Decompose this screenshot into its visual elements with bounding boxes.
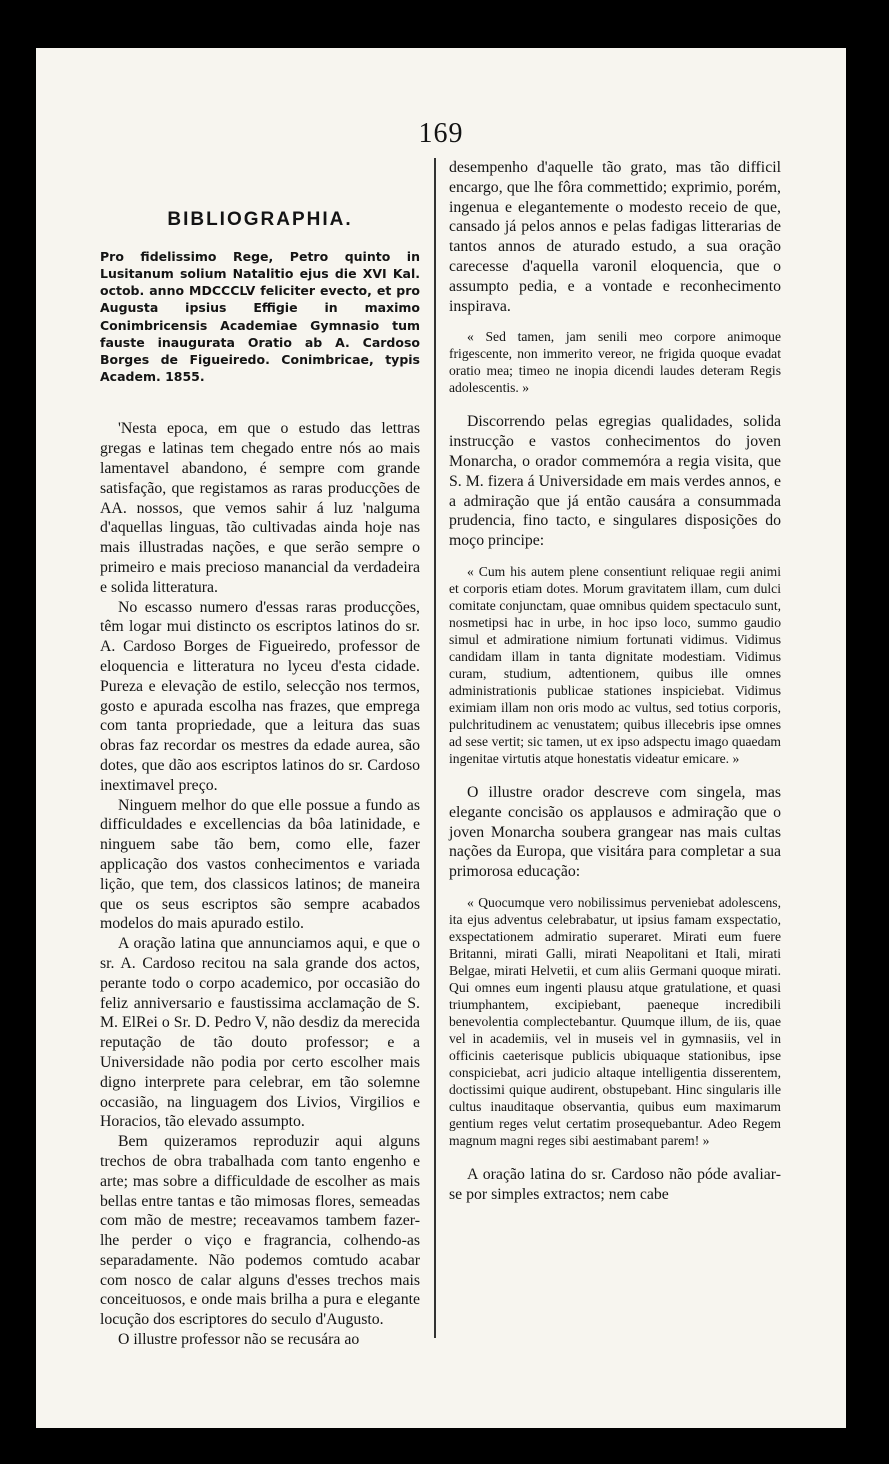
latin-quote: « Quocumque vero nobilissimus perveniebat adolescens, ita ejus adventus celebrabatur, ut ipsius famam exspectatio, exspectationem admiratio superaret. Mirati eum fuere Britanni, mirati Galli, mirati Neapolitani et Itali, mirati Belgae, mirati Helvetii, et cum aliis Germani quoque mirati. Qui omnes eum ingenti plausu atque gratulatione, et quasi triumphantem, excipiebant, paeneque incredibili benevolentia complectebantur. Quumque illum, de iis, quae vel in academiis, vel in museis vel in gymnasiis, vel in officinis caeterisque publicis ubiquaque stationibus, ipse conspiciebat, acri judicio altaque intelligentia disserentem, doctissimi quique audirent, obstupebant. Hinc singularis ille cultus inauditaque observantia, quibus eum maximarum gentium reges velut certatim prosequebantur. Adeo Regem magnum magni reges sibi aestimabant parem! » [449,894,781,1148]
page-number: 169 [418,118,464,149]
latin-quote: « Sed tamen, jam senili meo corpore animoque frigescente, non immerito vereor, ne frigida quoque evadat oratio mea; timeo ne inopia dicendi laudes deteram Regis adolescentis. » [449,329,781,396]
paragraph: Ninguem melhor do que elle possue a fundo as difficuldades e excellencias da bôa latinidade, e ninguem sabe tão bem, como elle, fazer applicação dos vastos conhecimentos e variada lição, que tem, dos classicos latinos; de maneira que os seus escriptos são sempre acabados modelos do mais apurado estilo. [100,796,420,933]
paragraph: A oração latina do sr. Cardoso não póde avaliar-se por simples extractos; nem cabe [449,1165,781,1203]
paragraph: Bem quizeramos reproduzir aqui alguns trechos de obra trabalhada com tanto engenho e arte; mas sobre a difficuldade de escolher as mais bellas entre tantas e tão mimosas flores, semeadas com mão de mestre; receavamos tambem fazer-lhe perder o viço e fragrancia, colhendo-as separadamente. Não podemos comtudo acabar com nosco de calar alguns d'esses trechos mais conceituosos, e onde mais brilha a pura e elegante locução dos escriptores do seculo d'Augusto. [100,1133,420,1329]
left-column [100,158,420,1350]
latin-quote: « Cum his autem plene consentiunt reliquae regii animi et corporis etiam dotes. Morum gravitatem illam, cum dulci comitate conjunctam, quae omnibus quidem spectaculo sunt, nosmetipsi hac in urbe, in hoc ipso loco, summo gaudio simul et admiratione nimium fortunati vidimus. Vidimus candidam illam in tanta dignitate modestiam. Vidimus curam, studium, adtentionem, quibus ille omnes administrationis publicae stationes inspiciebat. Vidimus eximiam illam non oris modo ac vultus, sed totius corporis, pulchritudinem ac venustatem; quibus illecebris ipse omnes ad sese vertit; sic tamen, ut ex ipso adspectu imago quaedam ingenitae virtutis atque honestatis videatur emicare. » [449,563,781,766]
paragraph: No escasso numero d'essas raras producções, têm logar mui distincto os escriptos latinos do sr. A. Cardoso Borges de Figueiredo, professor de eloquencia e litteratura no lyceu d'esta cidade. Pureza e elevação de estilo, selecção nos termos, gosto e apurada escolha nas frazes, que emprega com tanta propriedade, que a leitura das suas obras faz recordar os mestres da edade aurea, são dotes, que dão aos escriptos latinos do sr. Cardoso inextimavel preço. [100,598,420,794]
bibliographic-citation: Pro fidelissimo Rege, Petro quinto in Lusitanum solium Natalitio ejus die XVI Kal. octob. anno MDCCCLV feliciter evecto, et pro Augusta ipsius Effigie in maximo Conimbricensis Academiae Gymnasio tum fauste inaugurata Oratio ab A. Cardoso Borges de Figueiredo. Conimbricae, typis Academ. 1855. [100,248,420,385]
paragraph: O illustre professor não se recusára ao [118,1331,360,1349]
paragraph: 'Nesta epoca, em que o estudo das lettras gregas e latinas tem chegado entre nós ao mais lamentavel abandono, é sempre com grande satisfação, que registamos as raras producções de AA. nossos, que vemos sahir á luz 'nalguma d'aquellas linguas, tão cultivadas ainda hoje nas mais illustradas nações, e que serão sempre o primeiro e mais precioso manancial da verdadeira e solida litteratura. [100,420,420,596]
section-title: BIBLIOGRAPHIA. [167,209,353,230]
paragraph-continuation: desempenho d'aquelle tão grato, mas tão difficil encargo, que lhe fôra commettido; exprimio, porém, ingenua e elegantemente o modesto receio de que, cansado já pelos annos e pelas fadigas litterarias de tantos annos de aturado estudo, a sua oração carecesse d'aquella varonil eloquencia, que o assumpto pedia, e a vontade e reconhecimento inspirava. [449,159,781,315]
column-divider [434,158,436,1338]
paragraph: A oração latina que annunciamos aqui, e que o sr. A. Cardoso recitou na sala grande dos actos, perante todo o corpo academico, por occasião do feliz anniversario e faustissima acclamação de S. M. ElRei o Sr. D. Pedro V, não desdiz da merecida reputação de tão douto professor; e a Universidade não podia por certo escolher mais digno interprete para celebrar, em tão solemne occasião, na linguagem dos Livios, Virgilios e Horacios, tão elevado assumpto. [100,935,420,1131]
right-column [449,158,781,1205]
paragraph: Discorrendo pelas egregias qualidades, solida instrucção e vastos conhecimentos do joven Monarcha, o orador commemóra a regia visita, que S. M. fizera á Universidade em mais verdes annos, e a admiração que já então causára a consummada prudencia, fino tacto, e singulares disposições do moço principe: [449,413,781,550]
paragraph: O illustre orador descreve com singela, mas elegante concisão os applausos e admiração que o joven Monarcha soubera grangear nas mais cultas nações da Europa, que visitára para completar a sua primorosa educação: [449,783,781,881]
book-page [36,48,846,1428]
